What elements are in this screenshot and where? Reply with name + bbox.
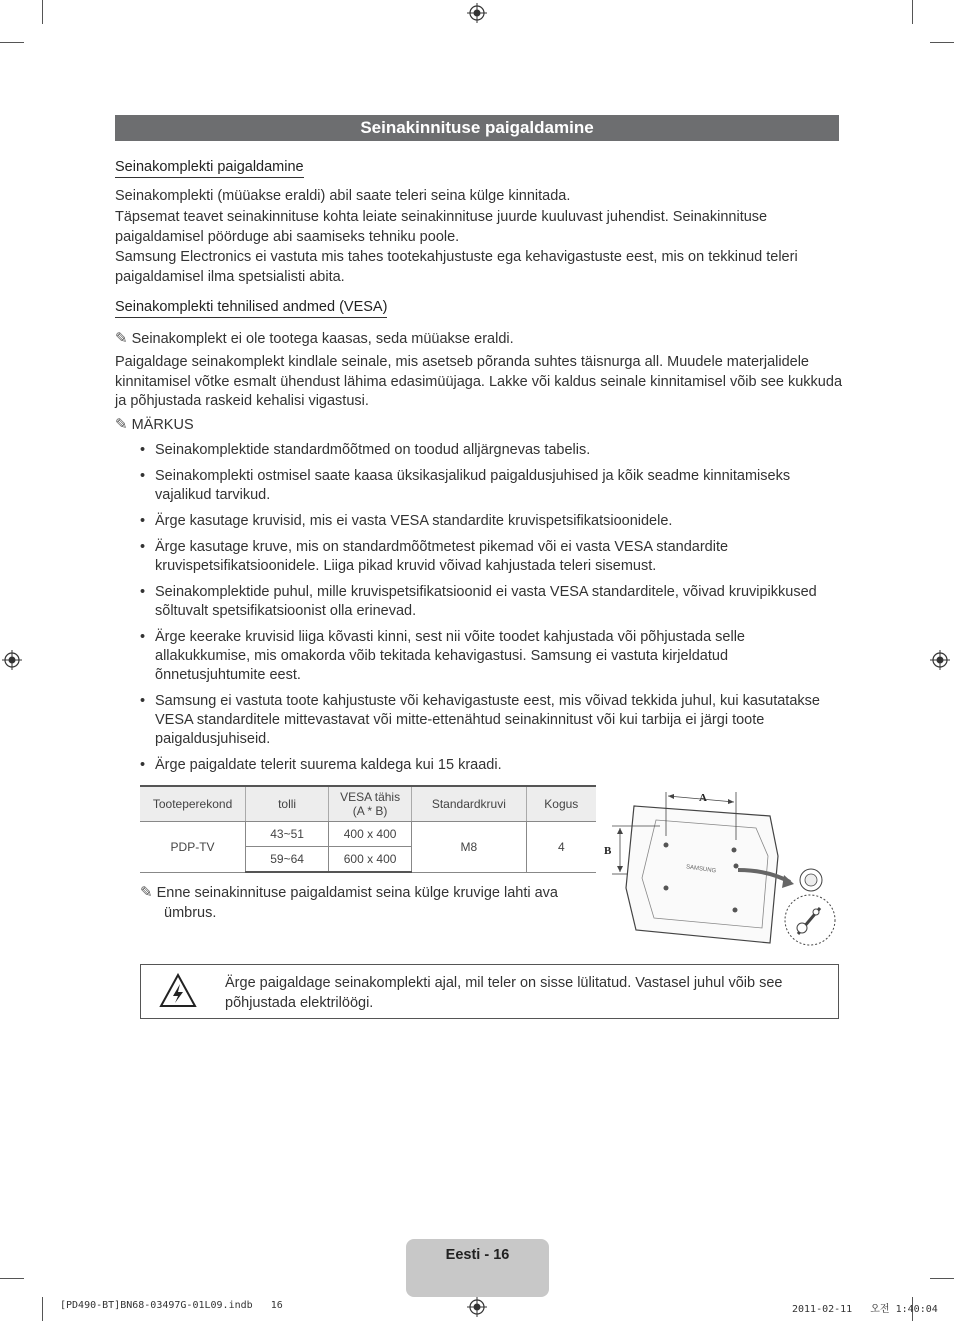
warning-box — [140, 964, 839, 1019]
note — [115, 329, 514, 350]
mount-hole-icon — [732, 848, 737, 853]
table-cell: 400 x 400 — [329, 822, 412, 847]
table-cell: M8 — [412, 822, 527, 873]
note-heading — [115, 415, 194, 436]
print-timestamp: 2011-02-11 오전 1:40:04 — [792, 1304, 938, 1315]
mount-hole-icon — [734, 864, 739, 869]
tv-back-wall-mount-diagram — [598, 778, 840, 950]
crop-mark — [912, 0, 913, 24]
notes-list — [140, 441, 840, 782]
crop-mark — [42, 1297, 43, 1321]
table-header-row — [140, 786, 596, 822]
table-cell: PDP-TV — [140, 822, 246, 873]
table-cell: 4 — [526, 822, 596, 873]
vesa-spec-table — [140, 785, 596, 873]
list-item: • Ärge keerake kruvisid liiga kõvasti kinni, sest nii võite toodet kahjustada või põhjustada selle allakukkumise, mis omakorda võib tekitada kehavigastusi. Samsung ei vastuta kirjeldatud õnnetusjuhtumite eest. — [140, 628, 840, 685]
registration-mark-icon — [930, 650, 950, 670]
electric-shock-warning-icon — [159, 973, 197, 1009]
paragraph — [115, 208, 845, 247]
column-header: Tooteperekond — [140, 786, 246, 822]
list-item: • Seinakomplekti ostmisel saate kaasa üksikasjalikud paigaldusjuhised ja kõik seadme kinnitamiseks vajalikud tarvikud. — [140, 467, 840, 505]
list-item: • Seinakomplektide puhul, mille kruvispetsifikatsioonid ei vasta VESA standarditele, võivad kruvipikkused sõltuvalt spetsifikatsioonist olla erinevad. — [140, 583, 840, 621]
note-text: ümbrus. — [164, 904, 217, 921]
table-cell: 600 x 400 — [329, 847, 412, 873]
mount-hole-icon — [733, 908, 738, 913]
dimension-b-label: B — [604, 845, 612, 857]
pencil-note-icon: ✎ — [115, 330, 128, 347]
file-info: [PD490-BT]BN68-03497G-01L09.indb 16 — [60, 1300, 283, 1311]
page-number-tab: Eesti - 16 — [406, 1239, 549, 1297]
paragraph — [115, 248, 845, 287]
paragraph-line: kinnitamisel võtke esmalt ühendust lähima edasimüüjaga. Lakke või kaldus seinale kinnitamisel võib see kukkuda — [115, 373, 843, 390]
paragraph-line: paigaldamisel ilma spetsialisti abita. — [115, 268, 345, 285]
note-text: Seinakomplekt ei ole tootega kaasas, seda müüakse eraldi. — [131, 331, 514, 347]
paragraph: Seinakomplekti (müüakse eraldi) abil saate teleri seina külge kinnitada. — [115, 188, 571, 204]
crop-mark — [930, 42, 954, 43]
section-heading-installation: Seinakomplekti paigaldamine — [115, 159, 304, 178]
pencil-note-icon: ✎ — [115, 416, 128, 433]
page-title: Seinakinnituse paigaldamine — [115, 115, 839, 141]
list-item: • Ärge kasutage kruvisid, mis ei vasta VESA standardite kruvispetsifikatsioonidele. — [140, 512, 840, 531]
list-item: • Ärge kasutage kruve, mis on standardmõõtmetest pikemad või ei vasta VESA standardite kruvispetsifikatsioonidele. Liiga pikad kruvid võivad kahjustada teleri sisemust. — [140, 538, 840, 576]
mount-hole-icon — [664, 843, 669, 848]
column-header: VESA tähis (A * B) — [329, 786, 412, 822]
crop-mark — [42, 0, 43, 24]
note-heading-text: MÄRKUS — [131, 417, 194, 433]
mount-hole-icon — [664, 886, 669, 891]
registration-mark-icon — [467, 1297, 487, 1317]
list-item: • Samsung ei vastuta toote kahjustuste või kehavigastuste eest, mis võivad tekkida juhul, kui kasutatakse VESA standarditele mittevastavat või mitte-ettenähtud seinakinnitust või kui tarbija ei järgi toote paigaldusjuhiseid. — [140, 692, 840, 749]
table-cell: 43~51 — [246, 822, 329, 847]
crop-mark — [930, 1278, 954, 1279]
pencil-note-icon: ✎ — [140, 884, 153, 901]
brand-label: SAMSUNG — [685, 864, 717, 875]
list-item: • Ärge paigaldate telerit suurema kaldega kui 15 kraadi. — [140, 756, 840, 775]
paragraph-line: Paigaldage seinakomplekt kindlale seinale, mis asetseb põranda suhtes täisnurga all. Muudele materjalidele — [115, 354, 809, 370]
paragraph-line: paigaldamisel pöörduge abi saamiseks tehniku poole. — [115, 228, 460, 245]
dimension-a-label: A — [699, 792, 707, 804]
paragraph-line: ja põhjustada raskeid kehalisi vigastusi. — [115, 393, 369, 409]
registration-mark-icon — [467, 3, 487, 23]
warning-line: põhjustada elektrilöögi. — [225, 994, 374, 1011]
column-header: Standardkruvi — [412, 786, 527, 822]
crop-mark — [0, 42, 24, 43]
registration-mark-icon — [2, 650, 22, 670]
column-header: tolli — [246, 786, 329, 822]
column-header: Kogus — [526, 786, 596, 822]
warning-line: Ärge paigaldage seinakomplekti ajal, mil teler on sisse lülitatud. Vastasel juhul võib see — [225, 975, 783, 991]
note — [140, 883, 590, 923]
paragraph-line: Täpsemat teavet seinakinnituse kohta leiate seinakinnituse juurde kuuluvast juhendist. Seinakinnituse — [115, 209, 768, 225]
list-item: • Seinakomplektide standardmõõtmed on toodud alljärgnevas tabelis. — [140, 441, 840, 460]
warning-text — [225, 974, 825, 1013]
table-cell: 59~64 — [246, 847, 329, 873]
paragraph — [115, 353, 845, 412]
paragraph-line: Samsung Electronics ei vastuta mis tahes tootekahjustuste ega kehavigastuste eest, mis on tekkinud teleri — [115, 249, 798, 265]
crop-mark — [0, 1278, 24, 1279]
section-heading-vesa: Seinakomplekti tehnilised andmed (VESA) — [115, 299, 387, 318]
table-row — [140, 822, 596, 847]
note-text: Enne seinakinnituse paigaldamist seina külge kruvige lahti ava — [156, 885, 558, 901]
